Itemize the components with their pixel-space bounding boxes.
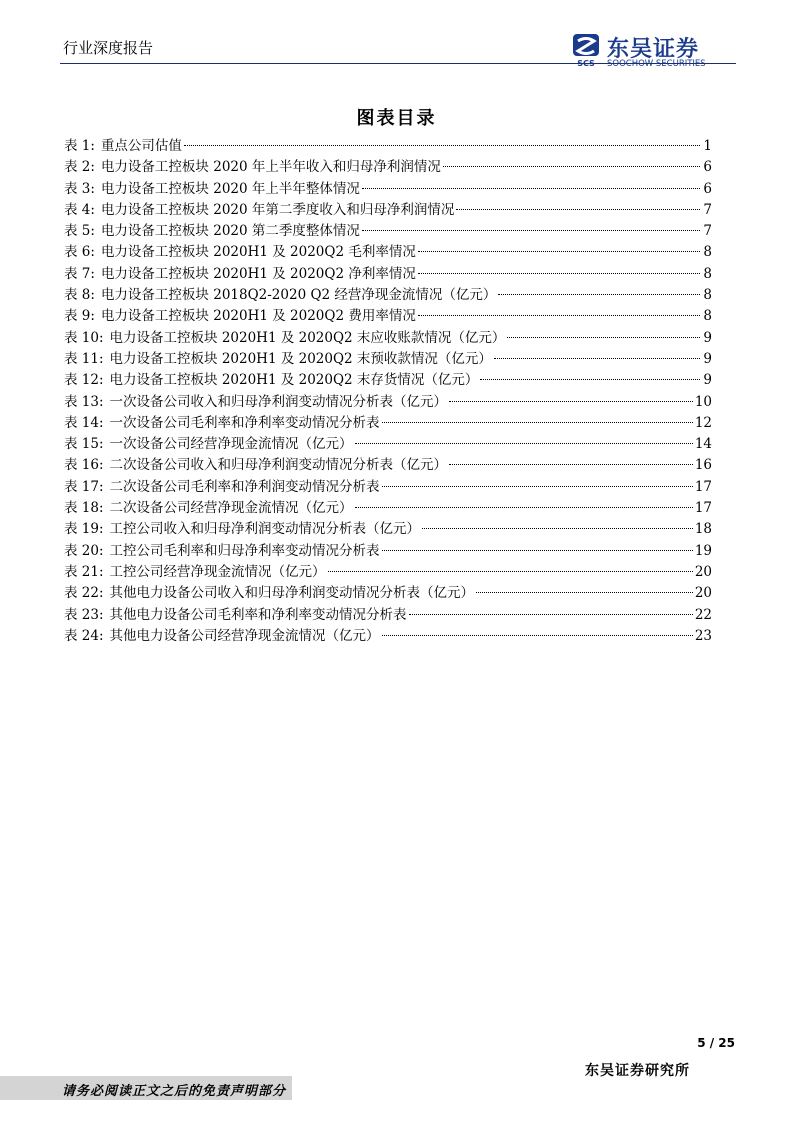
toc-entry-title: 电力设备工控板块 2020 年上半年收入和归母净利润情况 xyxy=(100,159,441,176)
toc-entry-title: 电力设备工控板块 2020H1 及 2020Q2 毛利率情况 xyxy=(100,244,416,261)
toc-entry[interactable] xyxy=(64,392,712,413)
footer-disclaimer: 请务必阅读正文之后的免责声明部分 xyxy=(62,1084,287,1099)
toc-entry[interactable] xyxy=(64,285,712,306)
toc-leader-dots xyxy=(362,187,700,189)
toc-leader-dots xyxy=(382,421,693,423)
toc-entry-number: 表 6: xyxy=(64,244,95,261)
toc-entry[interactable] xyxy=(64,605,712,626)
toc-entry-title: 其他电力设备公司毛利率和净利率变动情况分析表 xyxy=(109,606,407,623)
toc-entry-number: 表 4: xyxy=(64,201,95,218)
toc-entry-title: 电力设备工控板块 2020H1 及 2020Q2 费用率情况 xyxy=(100,308,416,325)
toc-entry-page: 23 xyxy=(694,627,712,644)
toc-entry-title: 其他电力设备公司收入和归母净利润变动情况分析表（亿元） xyxy=(109,585,475,602)
toc-entry[interactable] xyxy=(64,306,712,327)
toc-entry[interactable] xyxy=(64,626,712,647)
toc-list xyxy=(64,136,712,647)
toc-entry-title: 电力设备工控板块 2020H1 及 2020Q2 末存货情况（亿元） xyxy=(109,372,479,389)
toc-entry[interactable] xyxy=(64,157,712,178)
toc-entry[interactable] xyxy=(64,583,712,604)
toc-entry-number: 表 10: xyxy=(64,329,104,346)
toc-entry-page: 12 xyxy=(694,414,712,431)
toc-leader-dots xyxy=(328,570,693,572)
toc-entry-title: 一次设备公司毛利率和净利率变动情况分析表 xyxy=(109,414,380,431)
toc-leader-dots xyxy=(382,549,693,551)
toc-leader-dots xyxy=(382,485,693,487)
toc-entry-number: 表 18: xyxy=(64,500,104,517)
toc-entry-number: 表 16: xyxy=(64,457,104,474)
toc-entry-title: 二次设备公司毛利率和净利润变动情况分析表 xyxy=(109,478,380,495)
toc-entry-title: 工控公司经营净现金流情况（亿元） xyxy=(109,563,326,580)
toc-entry-title: 重点公司估值 xyxy=(100,138,182,154)
toc-entry[interactable] xyxy=(64,455,712,476)
toc-entry[interactable] xyxy=(64,434,712,455)
toc-entry-title: 工控公司毛利率和归母净利率变动情况分析表 xyxy=(109,542,380,559)
toc-entry-title: 电力设备工控板块 2020H1 及 2020Q2 末预收款情况（亿元） xyxy=(109,350,492,367)
logo-mark-text: SCS xyxy=(577,59,595,68)
toc-entry-page: 6 xyxy=(703,180,712,197)
toc-entry-number: 表 24: xyxy=(64,627,104,644)
toc-entry[interactable] xyxy=(64,498,712,519)
toc-entry-number: 表 7: xyxy=(64,265,95,282)
toc-entry-title: 其他电力设备公司经营净现金流情况（亿元） xyxy=(109,627,380,644)
toc-entry-page: 8 xyxy=(703,244,712,261)
toc-entry-page: 16 xyxy=(694,457,712,474)
toc-leader-dots xyxy=(507,336,700,338)
toc-entry-number: 表 20: xyxy=(64,542,104,559)
toc-entry-title: 电力设备工控板块 2020 年上半年整体情况 xyxy=(100,180,360,197)
toc-leader-dots xyxy=(418,314,700,316)
toc-entry-number: 表 8: xyxy=(64,287,95,304)
toc-entry-number: 表 3: xyxy=(64,180,95,197)
toc-leader-dots xyxy=(422,527,693,529)
toc-entry-number: 表 17: xyxy=(64,478,104,495)
logo-mark-icon xyxy=(571,32,603,72)
toc-entry-title: 一次设备公司经营净现金流情况（亿元） xyxy=(109,436,353,453)
toc-leader-dots xyxy=(498,293,700,295)
toc-leader-dots xyxy=(355,506,693,508)
toc-entry-number: 表 14: xyxy=(64,414,104,431)
toc-entry-title: 工控公司收入和归母净利润变动情况分析表（亿元） xyxy=(109,521,421,538)
toc-leader-dots xyxy=(494,357,700,359)
page-indicator: 5 / 25 xyxy=(697,1036,735,1050)
company-logo xyxy=(571,32,741,72)
header-divider xyxy=(60,63,736,64)
toc-leader-dots xyxy=(362,229,700,231)
toc-entry[interactable] xyxy=(64,221,712,242)
toc-entry-number: 表 9: xyxy=(64,308,95,325)
toc-entry-title: 一次设备公司收入和归母净利润变动情况分析表（亿元） xyxy=(109,393,448,410)
toc-entry-number: 表 1: xyxy=(64,138,95,154)
toc-entry-page: 18 xyxy=(694,521,712,538)
toc-leader-dots xyxy=(355,442,693,444)
toc-entry-title: 电力设备工控板块 2020H1 及 2020Q2 净利率情况 xyxy=(100,265,416,282)
toc-entry-number: 表 13: xyxy=(64,393,104,410)
toc-entry-title: 二次设备公司经营净现金流情况（亿元） xyxy=(109,500,353,517)
toc-entry-number: 表 22: xyxy=(64,585,104,602)
toc-entry[interactable] xyxy=(64,264,712,285)
toc-entry-page: 8 xyxy=(703,287,712,304)
toc-entry[interactable] xyxy=(64,328,712,349)
toc-leader-dots xyxy=(476,591,693,593)
toc-entry-page: 10 xyxy=(694,393,712,410)
toc-entry-title: 电力设备工控板块 2020 第二季度整体情况 xyxy=(100,223,360,240)
toc-entry[interactable] xyxy=(64,413,712,434)
toc-entry-page: 7 xyxy=(703,201,712,218)
toc-entry-page: 9 xyxy=(703,372,712,389)
toc-entry-number: 表 5: xyxy=(64,223,95,240)
toc-entry[interactable] xyxy=(64,541,712,562)
toc-title: 图表目录 xyxy=(356,108,437,129)
toc-leader-dots xyxy=(409,613,693,615)
toc-leader-dots xyxy=(418,272,700,274)
toc-entry-page: 17 xyxy=(694,478,712,495)
toc-leader-dots xyxy=(449,463,693,465)
toc-entry[interactable] xyxy=(64,200,712,221)
toc-entry-page: 14 xyxy=(694,436,712,453)
toc-entry-page: 1 xyxy=(703,138,712,154)
toc-entry-title: 电力设备工控板块 2020H1 及 2020Q2 末应收账款情况（亿元） xyxy=(109,329,506,346)
toc-entry-number: 表 2: xyxy=(64,159,95,176)
toc-leader-dots xyxy=(418,250,700,252)
toc-entry[interactable] xyxy=(64,370,712,391)
toc-entry[interactable] xyxy=(64,519,712,540)
toc-entry-number: 表 12: xyxy=(64,372,104,389)
toc-entry-number: 表 21: xyxy=(64,563,104,580)
toc-leader-dots xyxy=(184,144,700,146)
toc-entry-title: 二次设备公司收入和归母净利润变动情况分析表（亿元） xyxy=(109,457,448,474)
toc-entry-page: 8 xyxy=(703,265,712,282)
toc-entry[interactable] xyxy=(64,136,712,157)
toc-leader-dots xyxy=(480,378,700,380)
toc-entry-page: 9 xyxy=(703,329,712,346)
toc-entry-page: 20 xyxy=(694,563,712,580)
toc-entry[interactable] xyxy=(64,242,712,263)
toc-entry[interactable] xyxy=(64,349,712,370)
logo-name-cn: 东吴证券 xyxy=(607,37,700,62)
toc-entry-page: 9 xyxy=(703,350,712,367)
toc-entry-title: 电力设备工控板块 2018Q2-2020 Q2 经营净现金流情况（亿元） xyxy=(100,287,497,304)
toc-entry-number: 表 15: xyxy=(64,436,104,453)
toc-entry-number: 表 19: xyxy=(64,521,104,538)
toc-entry-page: 19 xyxy=(694,542,712,559)
toc-entry-page: 22 xyxy=(694,606,712,623)
toc-entry-title: 电力设备工控板块 2020 年第二季度收入和归母净利润情况 xyxy=(100,201,455,218)
toc-entry-number: 表 23: xyxy=(64,606,104,623)
toc-entry-page: 6 xyxy=(703,159,712,176)
toc-entry-page: 20 xyxy=(694,585,712,602)
toc-leader-dots xyxy=(449,400,693,402)
toc-entry-page: 7 xyxy=(703,223,712,240)
toc-leader-dots xyxy=(443,165,700,167)
toc-entry[interactable] xyxy=(64,562,712,583)
toc-leader-dots xyxy=(382,634,693,636)
toc-entry-page: 8 xyxy=(703,308,712,325)
toc-entry-page: 17 xyxy=(694,500,712,517)
footer-institute: 东吴证券研究所 xyxy=(585,1063,690,1079)
toc-entry-number: 表 11: xyxy=(64,350,104,367)
toc-entry[interactable] xyxy=(64,179,712,200)
toc-entry[interactable] xyxy=(64,477,712,498)
logo-name-en: SOOCHOW SECURITIES xyxy=(607,59,706,69)
report-type-label: 行业深度报告 xyxy=(63,39,154,57)
toc-leader-dots xyxy=(456,208,700,210)
